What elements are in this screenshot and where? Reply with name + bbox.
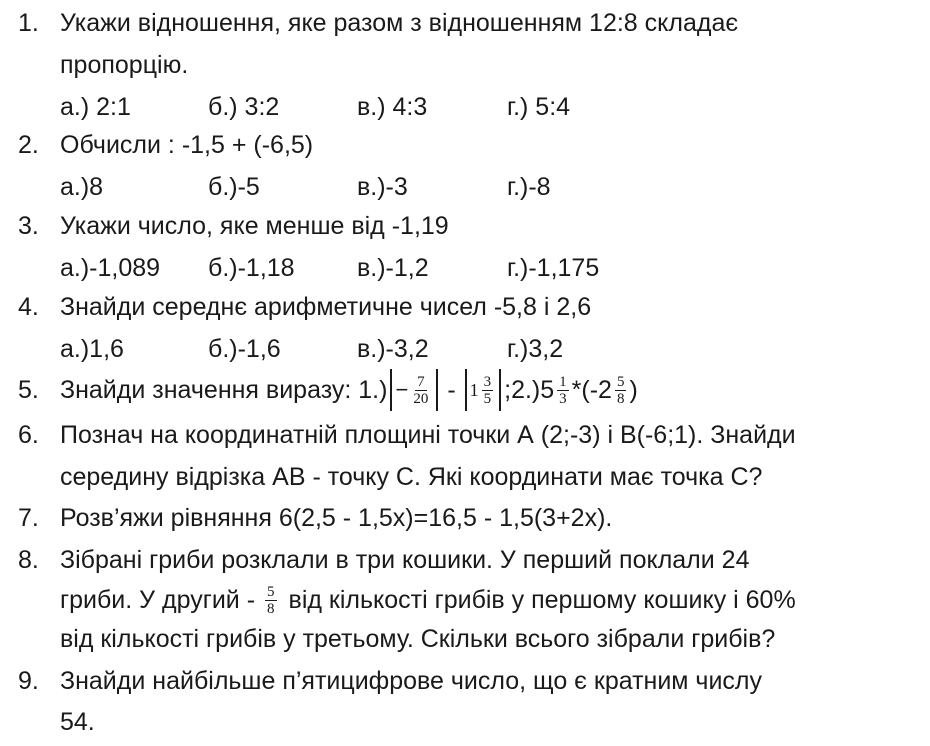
q1-option-a: а.) 2:1	[60, 93, 131, 121]
q5-mixed-1-den: 5	[483, 390, 492, 407]
q5-fraction-3-den: 8	[616, 390, 625, 407]
q5-prefix: Знайди значення виразу: 1.)	[60, 376, 388, 404]
q8-fraction-den: 8	[267, 600, 275, 617]
q5-fraction-2-num: 1	[559, 373, 567, 390]
q5-mixed-1-whole: 1	[469, 380, 479, 400]
q1-option-v: в.) 4:3	[357, 93, 428, 121]
q1-text-line1: Укажи відношення, яке разом з відношенням 12:8 складає	[60, 9, 739, 37]
q5-mult: *(-2	[571, 376, 612, 404]
q5-fraction-3-num: 5	[616, 373, 625, 390]
q3-number: 3.	[18, 212, 39, 240]
q1-text-line2: пропорцію.	[60, 51, 189, 79]
q4-number: 4.	[18, 293, 39, 321]
q2-option-b: б.)-5	[208, 173, 260, 201]
q9-number: 9.	[18, 667, 39, 695]
q8-text-line3: від кількості грибів у третьому. Скільки всього зібрали грибів?	[60, 625, 776, 653]
q2-text-line1: Обчисли : -1,5 + (-6,5)	[60, 131, 314, 159]
q1-option-b: б.) 3:2	[208, 93, 280, 121]
q3-option-v: в.)-1,2	[357, 254, 429, 282]
q8-line2-start: гриби. У другий -	[60, 586, 256, 614]
q5-close-paren: )	[629, 376, 638, 404]
abs-bar-right-2	[499, 369, 501, 411]
q4-option-b: б.)-1,6	[208, 335, 281, 363]
q5-fraction-1-den: 20	[413, 390, 429, 407]
q5-separator: -	[447, 376, 456, 404]
q1-number: 1.	[18, 9, 39, 37]
q5-fraction-2-den: 3	[559, 390, 567, 407]
q7-text-line1: Розв’яжи рівняння 6(2,5 - 1,5х)=16,5 - 1,5(3+2х).	[60, 504, 613, 532]
q4-option-g: г.)3,2	[507, 335, 564, 363]
q6-text-line1: Познач на координатній площині точки А (2;-3) і В(-6;1). Знайди	[60, 421, 796, 449]
q4-option-v: в.)-3,2	[357, 335, 429, 363]
q6-text-line2: середину відрізка АВ - точку С. Які координати має точка С?	[60, 463, 763, 491]
q5-expression	[60, 366, 638, 414]
q5-fraction-1-num: 7	[417, 373, 425, 390]
q2-option-a: а.)8	[60, 173, 104, 201]
q5-mixed-1-num: 3	[483, 373, 492, 390]
q9-text-line1: Знайди найбільше п’ятицифрове число, що є кратним числу	[60, 667, 763, 695]
abs-bar-left-2	[465, 369, 467, 411]
q3-option-g: г.)-1,175	[507, 254, 600, 282]
q5-part2: ;2.)5	[504, 376, 555, 404]
q8-fraction-num: 5	[267, 583, 275, 600]
q4-option-a: а.)1,6	[60, 335, 124, 363]
q3-option-a: а.)-1,089	[60, 254, 161, 282]
q9-text-line2: 54.	[60, 708, 95, 736]
q5-fraction-2	[557, 374, 569, 407]
q3-text-line1: Укажи число, яке менше від -1,19	[60, 212, 449, 240]
q2-option-v: в.)-3	[357, 173, 408, 201]
q1-option-g: г.) 5:4	[507, 93, 571, 121]
q5-fraction-1	[411, 374, 430, 407]
q8-number: 8.	[18, 546, 39, 574]
q5-mixed-1-fraction	[482, 374, 494, 407]
q5-number: 5.	[18, 376, 39, 404]
q3-option-b: б.)-1,18	[208, 254, 295, 282]
q5-minus-sign: −	[395, 377, 409, 402]
q8-line2-end: від кількості грибів у першому кошику і 60%	[288, 586, 796, 614]
q8-fraction	[265, 584, 277, 617]
abs-bar-right-1	[436, 369, 438, 411]
q8-text-line2	[60, 580, 796, 620]
q4-text-line1: Знайди середнє арифметичне чисел -5,8 і 2,6	[60, 293, 592, 321]
q8-text-line1: Зібрані гриби розклали в три кошики. У перший поклали 24	[60, 546, 750, 574]
q7-number: 7.	[18, 504, 39, 532]
q2-number: 2.	[18, 131, 39, 159]
q2-option-g: г.)-8	[507, 173, 551, 201]
abs-bar-left-1	[390, 369, 392, 411]
q6-number: 6.	[18, 421, 39, 449]
q5-fraction-3	[615, 374, 627, 407]
